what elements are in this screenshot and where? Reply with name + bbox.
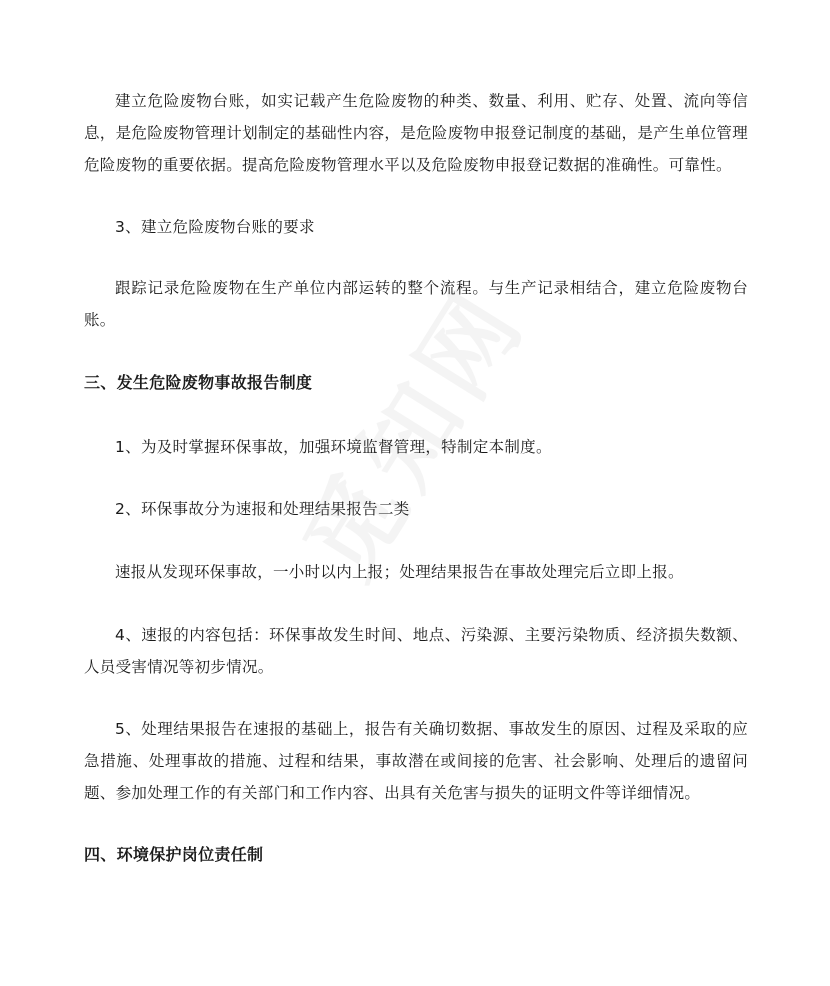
paragraph-quick-report-content: 4、速报的内容包括：环保事故发生时间、地点、污染源、主要污染物质、经济损失数额、人员受害情况等初步情况。 (84, 626, 748, 676)
section-heading-accident-report: 三、发生危险废物事故报告制度 (84, 373, 313, 392)
section-heading-responsibility: 四、环境保护岗位责任制 (84, 845, 264, 864)
paragraph-ledger-requirements-title: 3、建立危险废物台账的要求 (115, 218, 315, 236)
paragraph-ledger-requirements: 跟踪记录危险废物在生产单位内部运转的整个流程。与生产记录相结合，建立危险废物台账。 (84, 279, 748, 329)
paragraph-accident-types: 2、环保事故分为速报和处理结果报告二类 (115, 500, 410, 518)
paragraph-result-report-content: 5、处理结果报告在速报的基础上，报告有关确切数据、事故发生的原因、过程及采取的应急措施、处理事故的措施、过程和结果，事故潜在或间接的危害、社会影响、处理后的遗留问题、参加处理工作的有关部门和工作内容、出具有关危害与损失的证明文件等详细情况。 (84, 720, 748, 802)
paragraph-report-timing: 速报从发现环保事故，一小时以内上报；处理结果报告在事故处理完后立即上报。 (115, 563, 684, 581)
paragraph-accident-purpose: 1、为及时掌握环保事故，加强环境监督管理，特制定本制度。 (115, 438, 552, 456)
paragraph-ledger-intro: 建立危险废物台账，如实记载产生危险废物的种类、数量、利用、贮存、处置、流向等信息，是危险废物管理计划制定的基础性内容，是危险废物申报登记制度的基础，是产生单位管理危险废物的重要依据。提高危险废物管理水平以及危险废物申报登记数据的准确性。可靠性。 (84, 92, 748, 174)
